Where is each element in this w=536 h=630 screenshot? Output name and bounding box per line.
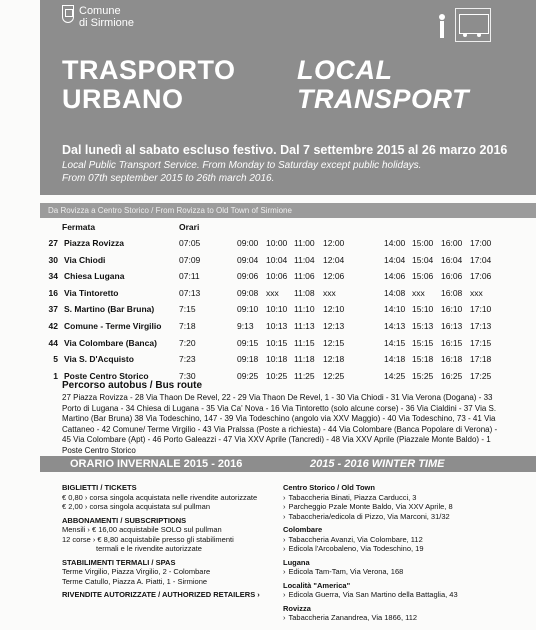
departure-time: 15:04 (412, 254, 434, 265)
departure-time: 7:20 (179, 337, 196, 348)
departure-time: 11:00 (294, 238, 315, 248)
departure-time: 10:15 (266, 337, 288, 348)
spas-title: STABILIMENTI TERMALI / SPAS (62, 557, 176, 567)
stop-name: Poste Centro Storico (64, 370, 149, 381)
departure-time: 14:04 (384, 254, 406, 265)
departure-time: 17:15 (470, 337, 492, 348)
outlet-item (283, 544, 513, 554)
outlet-item (283, 493, 513, 503)
spa-line: Terme Virgilio, Piazza Virgilio, 2 - Colombare (62, 567, 211, 576)
departure-time: 12:18 (323, 354, 345, 365)
bus-route-title: Percorso autobus / Bus route (62, 380, 203, 391)
tickets-title: BIGLIETTI / TICKETS (62, 483, 137, 492)
departure-time: 17:18 (470, 354, 492, 365)
departure-time: 09:06 (237, 271, 259, 282)
departure-time: 10:13 (266, 321, 288, 331)
outlet-text: Tabaccheria Binati, Piazza Carducci, 3 (288, 492, 417, 502)
departure-time: 17:00 (470, 238, 492, 248)
departure-time: 17:13 (470, 321, 492, 331)
outlet-text: Tabaccheria/edicola di Pizzo, Via Marconi, 31/32 (288, 511, 450, 521)
departure-time: 15:25 (412, 370, 434, 381)
bullet-icon: › (283, 613, 286, 622)
bullet-icon: › (283, 492, 286, 502)
title-it-line-1: TRASPORTO (62, 55, 236, 85)
info-left-column (62, 483, 272, 600)
departure-time: 14:15 (384, 337, 406, 348)
outlet-item (283, 567, 513, 577)
bullet-icon: › (283, 544, 286, 553)
departure-time: 11:15 (294, 337, 315, 348)
departure-time: 10:25 (266, 370, 288, 381)
departure-time: 12:06 (323, 271, 345, 282)
departure-time: 11:13 (294, 321, 315, 331)
winter-title-italian: ORARIO INVERNALE 2015 - 2016 (70, 458, 243, 470)
departure-time: 10:18 (266, 354, 288, 365)
departure-time: 11:08 (294, 287, 315, 298)
timetable-row (0, 238, 536, 255)
column-header-times: Orari (179, 222, 200, 232)
stop-number: 34 (48, 271, 58, 282)
comune-logo (62, 5, 134, 29)
departure-time: 7:30 (179, 370, 196, 381)
crest-icon (62, 5, 74, 23)
logo-line-2: di Sirmione (79, 17, 135, 29)
bullet-icon: › (283, 534, 286, 544)
bus-route-text: 27 Piazza Rovizza - 28 Via Thaon De Revel, 22 - 29 Via Thaon De Revel, 1 - 30 Via Chiodi - 31 Via Verona (Dogana) - 33 Porto di Lugana - 34 Chiesa di Lugana - 35 Via Ca' Nova - 16 Via Tintoretto (solo alcune corse) - 36 Via Cialdini - 37 Via S. Martino (Bar Bruna) 38 Via Todeschino, 147 - 39 Via Todeschino (angolo via XXV Maggio) - 40 Via Todeschino, 73 - 41 Via Cattaneo - 42 Comune/ Terme Virgilio - 43 Via Pralssa (Poste a richiesta) - 44 Via Colombare (Banca Popolare di Verona) - 45 Via Colombare (Apt) - 46 Porto Galeazzi - 47 Via XXV Aprile (Tancredi) - 48 Via XXV Aprile (Piazzale Monte Baldo) - 1 Poste Centro Storico (62, 393, 498, 455)
subtitle-english-2: From 07th september 2015 to 26th march 2016. (62, 173, 275, 184)
title-en-line-2: TRANSPORT (297, 84, 470, 114)
outlet-area: Centro Storico / Old Town (283, 483, 375, 492)
departure-time: 14:25 (384, 370, 406, 381)
stop-number: 5 (53, 354, 58, 365)
timetable-row (0, 354, 536, 371)
bullet-icon: › (283, 567, 286, 576)
departure-time: 15:06 (412, 271, 434, 282)
departure-time: 14:10 (384, 304, 406, 315)
departure-time: 11:06 (294, 271, 315, 282)
departure-time: 16:25 (441, 370, 463, 381)
subscription-line: Mensili › € 16,00 acquistabile SOLO sul pullman (62, 525, 222, 534)
route-band: Da Rovizza a Centro Storico / From Rovizza to Old Town of Sirmione (40, 203, 536, 218)
subtitle-italian: Dal lunedì al sabato escluso festivo. Dal 7 settembre 2015 al 26 marzo 2016 (62, 143, 508, 157)
departure-time: 10:04 (266, 254, 288, 265)
departure-time: 10:10 (266, 304, 288, 315)
departure-time: 07:09 (179, 254, 201, 265)
departure-time: xxx (470, 287, 483, 298)
departure-time: 15:10 (412, 304, 434, 315)
bus-icon (455, 8, 491, 42)
title-english (297, 56, 469, 114)
outlet-area: Rovizza (283, 603, 311, 613)
subscriptions-title: ABBONAMENTI / SUBSCRIPTIONS (62, 515, 187, 525)
departure-time: 11:25 (294, 370, 315, 381)
departure-time: 15:15 (412, 337, 434, 348)
stop-number: 16 (48, 287, 58, 298)
departure-time: 09:04 (237, 254, 259, 265)
departure-time: 7:18 (179, 321, 196, 331)
departure-time: 11:10 (294, 304, 315, 315)
spa-line: Terme Catullo, Piazza A. Piatti, 1 - Sirmione (62, 576, 208, 586)
outlet-area: Località "America" (283, 580, 351, 590)
departure-time: 14:13 (384, 321, 406, 331)
departure-time: 7:15 (179, 304, 196, 315)
departure-time: 07:11 (179, 271, 200, 282)
stop-number: 42 (48, 321, 58, 331)
departure-time: 9:13 (237, 321, 254, 331)
departure-time: 07:13 (179, 287, 201, 298)
departure-time: 09:10 (237, 304, 259, 315)
outlet-item (283, 502, 513, 512)
title-italian (62, 56, 236, 114)
outlet-text: Tabaccheria Zanandrea, Via 1866, 112 (288, 613, 418, 622)
departure-time: 16:08 (441, 287, 463, 298)
outlet-text: Edicola l'Arcobaleno, Via Todeschino, 19 (288, 544, 424, 553)
departure-time: 11:18 (294, 354, 315, 365)
stop-name: Via Colombare (Banca) (64, 337, 157, 348)
outlet-text: Edicola Tam-Tam, Via Verona, 168 (288, 567, 404, 576)
outlet-item (283, 512, 513, 522)
retailers-title: RIVENDITE AUTORIZZATE / AUTHORIZED RETAILERS › (62, 590, 260, 599)
stop-name: Via Chiodi (64, 254, 106, 265)
stop-name: Via Tintoretto (64, 287, 119, 298)
departure-time: 10:00 (266, 238, 288, 248)
departure-time: 12:13 (323, 321, 345, 331)
departure-time: 07:05 (179, 238, 201, 248)
stop-number: 27 (48, 238, 58, 248)
info-right-column (283, 483, 513, 623)
outlet-area: Colombare (283, 525, 323, 534)
departure-time: 16:10 (441, 304, 463, 315)
departure-time: xxx (412, 287, 425, 298)
departure-time: 7:23 (179, 354, 196, 365)
departure-time: 16:18 (441, 354, 463, 365)
stop-number: 37 (48, 304, 58, 315)
departure-time: 09:08 (237, 287, 259, 298)
outlet-area: Lugana (283, 557, 310, 567)
departure-time: xxx (323, 287, 336, 298)
departure-time: 15:00 (412, 238, 434, 248)
timetable-row (0, 288, 536, 305)
ticket-line: € 0,80 › corsa singola acquistata nelle rivendite autorizzate (62, 492, 258, 502)
subscription-line: termali e le rivendite autorizzate (96, 544, 202, 553)
timetable-row (0, 338, 536, 355)
outlet-text: Edicola Guerra, Via San Martino della Battaglia, 43 (288, 590, 458, 599)
stop-number: 1 (53, 370, 58, 381)
outlet-item (283, 535, 513, 545)
departure-time: 14:08 (384, 287, 406, 298)
departure-time: 11:04 (294, 254, 315, 265)
ticket-line: € 2,00 › corsa singola acquistata sul pullman (62, 502, 211, 511)
stop-name: Piazza Rovizza (64, 238, 124, 248)
winter-title-english: 2015 - 2016 WINTER TIME (310, 458, 445, 470)
bullet-icon: › (283, 590, 286, 599)
departure-time: 17:10 (470, 304, 492, 315)
departure-time: 15:18 (412, 354, 434, 365)
timetable-row (0, 304, 536, 321)
bullet-icon: › (283, 502, 286, 511)
subtitle-english-1: Local Public Transport Service. From Monday to Saturday except public holidays. (62, 160, 422, 171)
departure-time: 09:00 (237, 238, 259, 248)
departure-time: 09:18 (237, 354, 259, 365)
departure-time: 12:04 (323, 254, 345, 265)
title-en-line-1: LOCAL (297, 55, 393, 85)
departure-time: 12:15 (323, 337, 345, 348)
departure-time: 12:00 (323, 238, 345, 248)
departure-time: 17:25 (470, 370, 492, 381)
departure-time: 14:18 (384, 354, 406, 365)
title-it-line-2: URBANO (62, 84, 184, 114)
timetable-row (0, 271, 536, 288)
timetable-row (0, 321, 536, 338)
outlet-text: Parcheggio Pzale Monte Baldo, Via XXV Aprile, 8 (288, 502, 453, 511)
stop-name: S. Martino (Bar Bruna) (64, 304, 155, 315)
stop-number: 30 (48, 254, 58, 265)
departure-time: 12:10 (323, 304, 345, 315)
departure-time: xxx (266, 287, 279, 298)
outlet-text: Tabaccheria Avanzi, Via Colombare, 112 (288, 534, 423, 544)
departure-time: 16:15 (441, 337, 463, 348)
stop-number: 44 (48, 337, 58, 348)
outlet-item (283, 613, 513, 623)
departure-time: 14:00 (384, 238, 406, 248)
bullet-icon: › (283, 511, 286, 521)
column-header-stop: Fermata (62, 222, 96, 232)
departure-time: 16:13 (441, 321, 463, 331)
subscription-line: 12 corse › € 8,80 acquistabile presso gli stabilimenti (62, 534, 234, 544)
departure-time: 17:06 (470, 271, 492, 282)
departure-time: 09:25 (237, 370, 259, 381)
departure-time: 16:00 (441, 238, 463, 248)
outlet-item (283, 590, 513, 600)
stop-name: Via S. D'Acquisto (64, 354, 134, 365)
person-icon (437, 14, 447, 40)
departure-time: 12:25 (323, 370, 345, 381)
stop-name: Comune - Terme Virgilio (64, 321, 162, 331)
departure-time: 17:04 (470, 254, 492, 265)
logo-line-1: Comune (79, 5, 121, 17)
departure-time: 16:04 (441, 254, 463, 265)
departure-time: 16:06 (441, 271, 463, 282)
departure-time: 14:06 (384, 271, 406, 282)
timetable-row (0, 255, 536, 272)
departure-time: 09:15 (237, 337, 259, 348)
departure-time: 10:06 (266, 271, 288, 282)
departure-time: 15:13 (412, 321, 434, 331)
stop-name: Chiesa Lugana (64, 271, 125, 282)
